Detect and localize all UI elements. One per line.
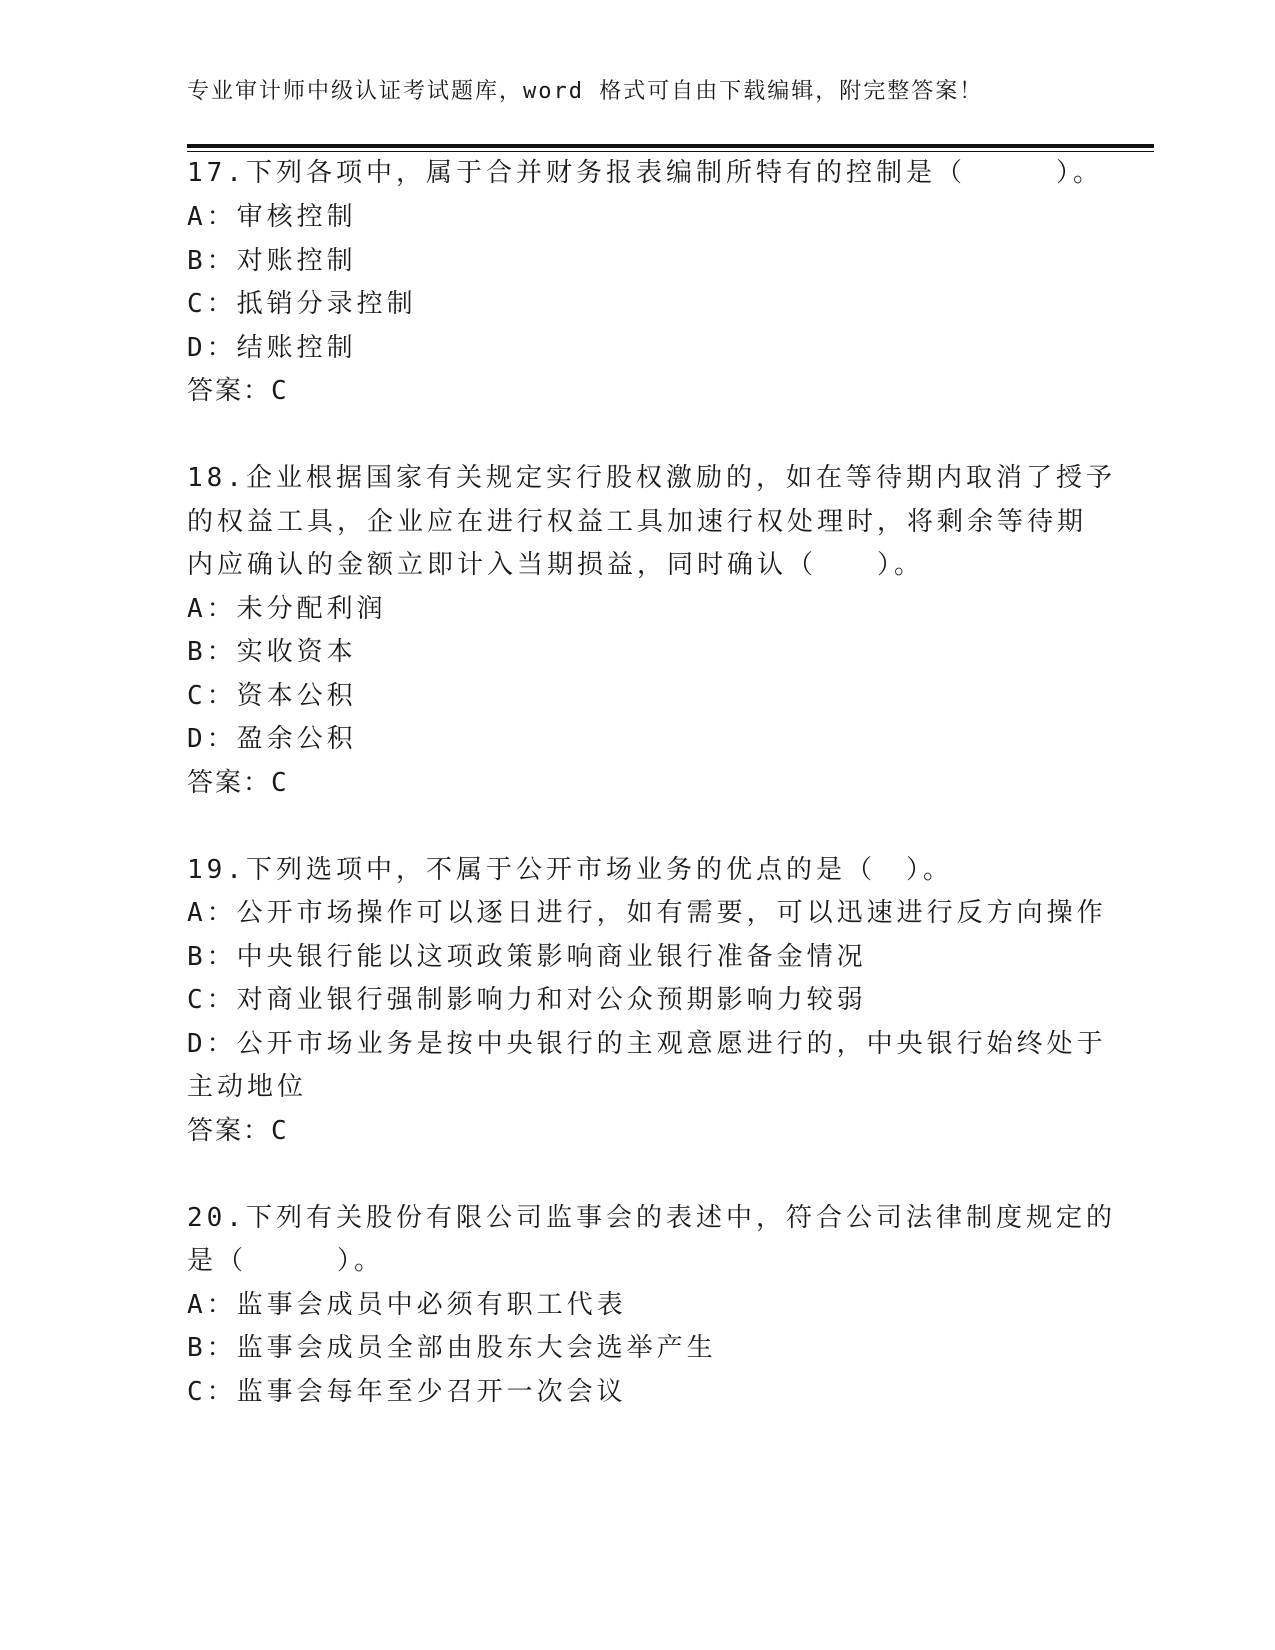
question-20-text-line-1: 20.下列有关股份有限公司监事会的表述中，符合公司法律制度规定的 xyxy=(187,1203,1116,1233)
question-19-option-b: B：中央银行能以这项政策影响商业银行准备金情况 xyxy=(187,942,867,972)
header-rule-thick xyxy=(187,144,1154,148)
question-20-option-a: A：监事会成员中必须有职工代表 xyxy=(187,1290,627,1320)
question-17-option-b: B：对账控制 xyxy=(187,246,357,276)
question-18-answer: 答案：C xyxy=(187,768,289,798)
question-20-text-line-2: 是（ ）。 xyxy=(187,1246,385,1276)
question-19-text: 19.下列选项中，不属于公开市场业务的优点的是（ ）。 xyxy=(187,855,953,885)
question-19-option-d: D：公开市场业务是按中央银行的主观意愿进行的，中央银行始终处于 xyxy=(187,1029,1107,1059)
question-17-answer: 答案：C xyxy=(187,376,289,406)
question-19-option-d-continued: 主动地位 xyxy=(187,1072,308,1102)
question-18-option-a: A：未分配利润 xyxy=(187,594,387,624)
question-19-answer: 答案：C xyxy=(187,1116,289,1146)
header-rule-thin xyxy=(187,151,1154,152)
question-19-option-c: C：对商业银行强制影响力和对公众预期影响力较弱 xyxy=(187,985,867,1015)
question-17-text: 17.下列各项中，属于合并财务报表编制所特有的控制是（ ）。 xyxy=(187,158,1103,188)
question-18-option-d: D：盈余公积 xyxy=(187,724,357,754)
question-17-option-c: C：抵销分录控制 xyxy=(187,289,417,319)
question-18-text-line-1: 18.企业根据国家有关规定实行股权激励的，如在等待期内取消了授予 xyxy=(187,463,1116,493)
question-20-option-b: B：监事会成员全部由股东大会选举产生 xyxy=(187,1333,717,1363)
page-header: 专业审计师中级认证考试题库，word 格式可自由下载编辑，附完整答案！ xyxy=(187,79,984,104)
question-17-option-d: D：结账控制 xyxy=(187,333,357,363)
question-18-option-c: C：资本公积 xyxy=(187,681,357,711)
question-20-option-c: C：监事会每年至少召开一次会议 xyxy=(187,1377,627,1407)
question-18-option-b: B：实收资本 xyxy=(187,637,357,667)
question-18-text-line-3: 内应确认的金额立即计入当期损益，同时确认（ ）。 xyxy=(187,550,925,580)
question-19-option-a: A：公开市场操作可以逐日进行，如有需要，可以迅速进行反方向操作 xyxy=(187,898,1107,928)
question-17-option-a: A：审核控制 xyxy=(187,202,357,232)
question-18-text-line-2: 的权益工具，企业应在进行权益工具加速行权处理时，将剩余等待期 xyxy=(187,507,1088,537)
